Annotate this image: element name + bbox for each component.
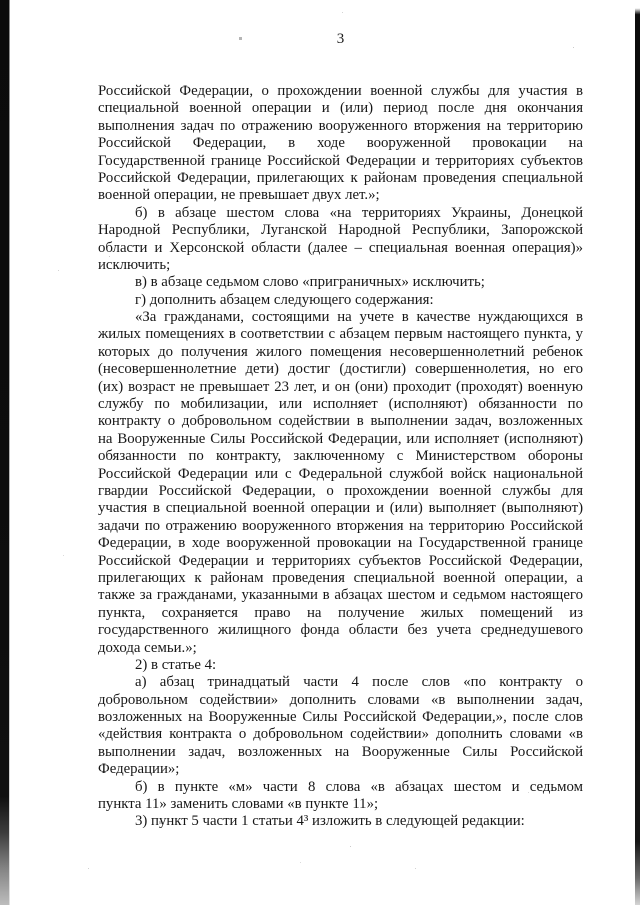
text-line: службу по мобилизации, или исполняет (исполняют) обязанности по [98, 396, 583, 413]
page-number: 3 [336, 31, 345, 47]
text-line: Федерации, в ходе вооруженной провокации на Государственной границе [98, 535, 583, 552]
text-line: военной операции, не превышает двух лет.»; [98, 187, 380, 204]
text-line: 2) в статье 4: [135, 656, 217, 673]
text-line: исключить; [98, 256, 171, 273]
text-line: (несовершеннолетние дети) достиг (достигли) совершеннолетия, но его [98, 361, 583, 378]
text-line: государственного жилищного фонда области без учета среднедушевого [98, 622, 583, 639]
document-body-text [98, 83, 583, 831]
text-line: 3) пункт 5 части 1 статьи 4³ изложить в следующей редакции: [135, 813, 525, 830]
text-line: жилых помещениях в соответствии с абзацем первым настоящего пункта, у [98, 326, 583, 343]
text-line: Российской Федерации, в ходе вооруженной провокации на [98, 135, 583, 152]
text-line: б) в пункте «м» части 8 слова «в абзацах шестом и седьмом [135, 778, 583, 795]
text-line: «За гражданами, состоящими на учете в качестве нуждающихся в [135, 309, 583, 326]
text-line: Федерации»; [98, 761, 180, 778]
text-line: контракту о добровольном содействии в выполнении задач, возложенных [98, 413, 583, 430]
text-line: Российской Федерации или с Федеральной службой войск национальной [98, 465, 583, 482]
text-line: выполнении задач, возложенных на Вооруженные Силы Российской [98, 743, 583, 760]
text-line: которых до получения жилого помещения несовершеннолетний ребенок [98, 343, 583, 360]
text-line: специальной военной операции и (или) период после дня окончания [98, 100, 583, 117]
text-line: г) дополнить абзацем следующего содержания: [135, 291, 434, 308]
text-line: а) абзац тринадцатый части 4 после слов «по контракту о [135, 674, 583, 691]
text-line: «действия контракта о добровольном содействии» дополнить словами «в [98, 726, 583, 743]
text-line: (их) возраст не превышает 23 лет, и он (они) проходит (проходят) военную [98, 378, 583, 395]
text-line: гвардии Российской Федерации, о прохождении военной службы для [98, 482, 583, 499]
text-line: б) в абзаце шестом слова «на территориях Украины, Донецкой [135, 204, 583, 221]
text-line: задачи по отражению вооруженного вторжения на территорию Российской [98, 517, 583, 534]
text-line: на Вооруженные Силы Российской Федерации, или исполняет (исполняют) [98, 430, 583, 447]
text-line: выполнения задач по отражению вооруженного вторжения на территорию [98, 117, 583, 134]
text-line: в) в абзаце седьмом слово «приграничных» исключить; [135, 274, 485, 291]
text-line: Народной Республики, Луганской Народной Республики, Запорожской [98, 222, 583, 239]
text-line: пункта, сохраняется право на получение жилых помещений из [98, 604, 583, 621]
text-line: Российской Федерации, о прохождении военной службы для участия в [98, 83, 583, 99]
text-line: обязанности по контракту, заключенному с Министерством обороны [98, 448, 583, 465]
text-line: добровольном содействии» дополнить словами «в выполнении задач, [98, 691, 583, 708]
text-line: возложенных на Вооруженные Силы Российской Федерации,», после слов [98, 709, 583, 726]
scan-dust-specks [0, 0, 1, 1]
text-line: также за гражданами, указанными в абзацах шестом и седьмом настоящего [98, 587, 583, 604]
text-line: пункта 11» заменить словами «в пункте 11»; [98, 796, 379, 813]
text-line: Российской Федерации, прилегающих к районам проведения специальной [98, 169, 583, 186]
text-line: прилегающих к районам проведения специальной военной операции, а [98, 569, 583, 586]
scan-edge-right [635, 0, 640, 905]
scan-edge-left [0, 0, 9, 905]
text-line: области и Херсонской области (далее – специальная военная операция)» [98, 239, 583, 256]
text-line: участия в специальной военной операции и (или) выполняет (выполняют) [98, 500, 583, 517]
text-line: Российской Федерации и территориях субъектов Российской Федерации, [98, 552, 583, 569]
text-line: Государственной границе Российской Федерации и территориях субъектов [98, 152, 583, 169]
text-line: дохода семьи.»; [98, 639, 197, 656]
